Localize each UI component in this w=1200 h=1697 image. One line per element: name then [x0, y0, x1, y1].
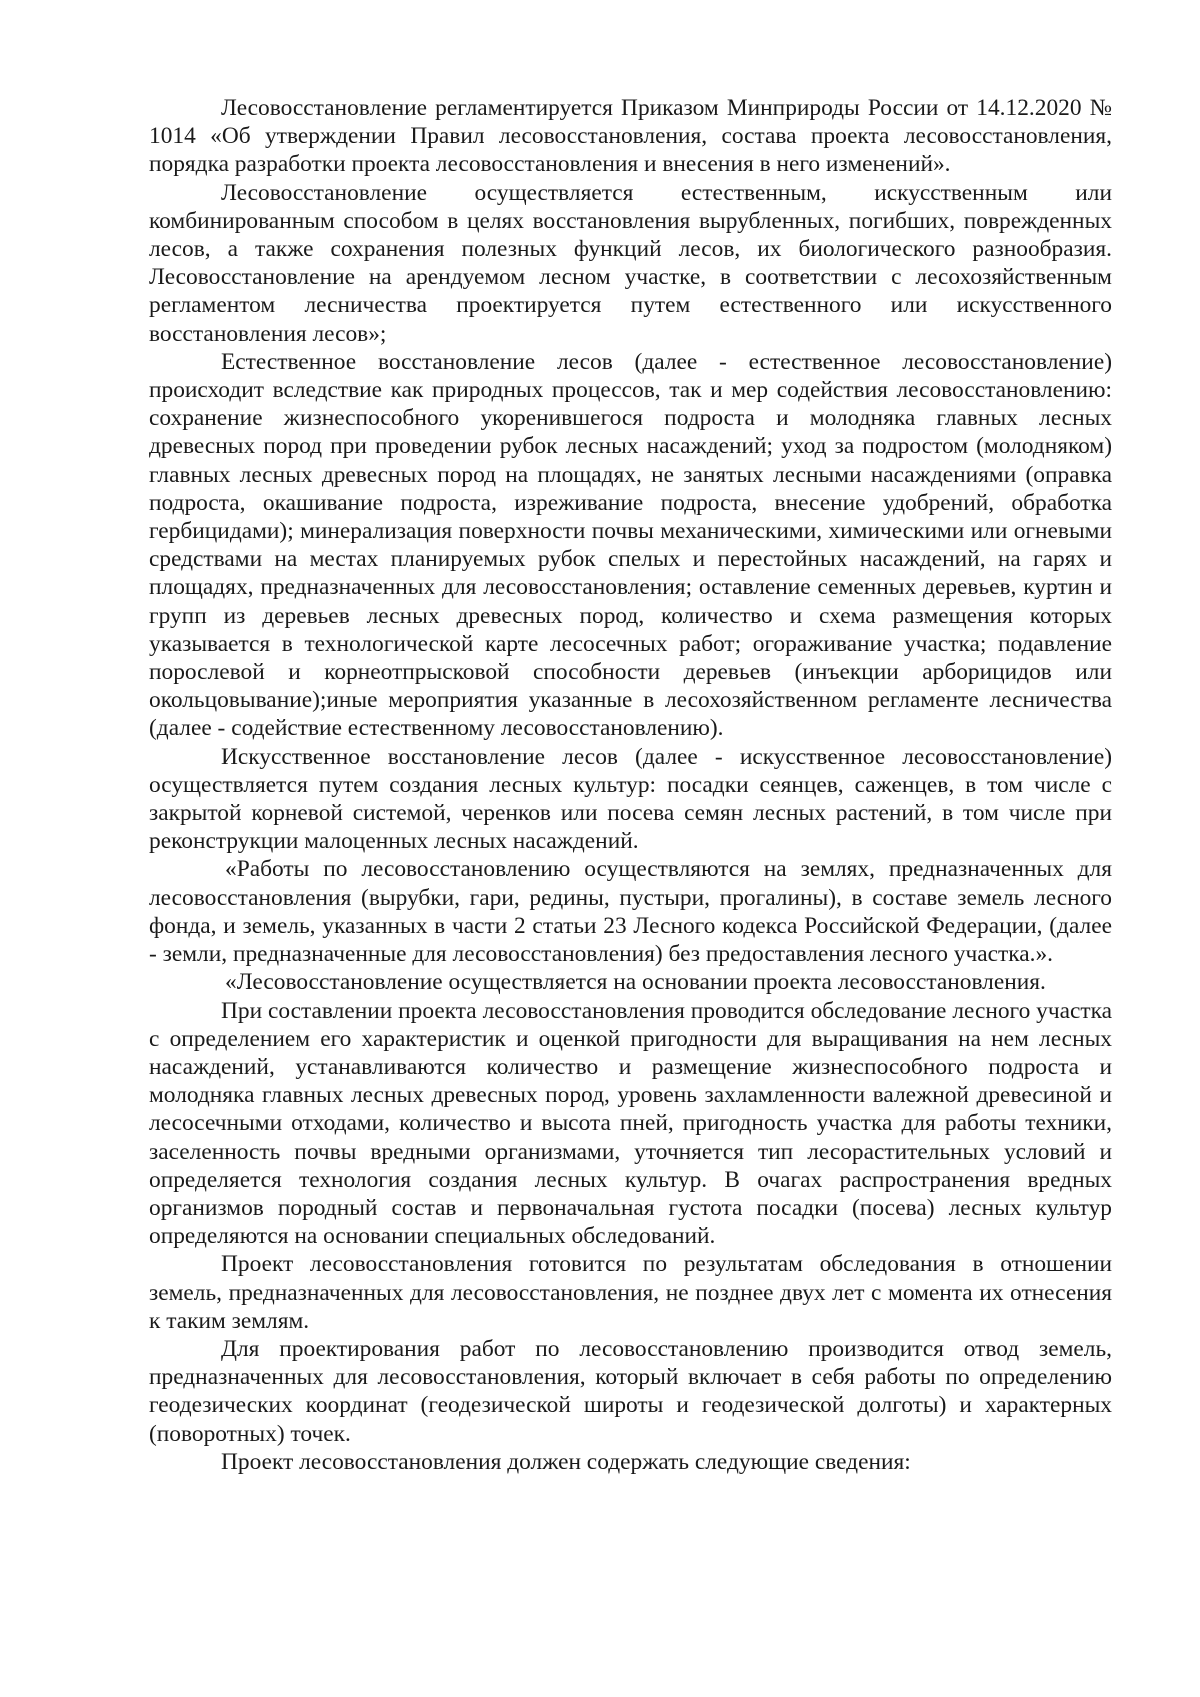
paragraph-methods: Лесовосстановление осуществляется естественным, искусственным или комбинированным способом в целях восстановления вырубленных, погибших, поврежденных лесов, а также сохранения полезных функций лесов, их биологического разнообразия. Лесовосстановление на арендуемом лесном участке, в соответствии с лесохозяйственным регламентом лесничества проектируется путем естественного или искусственного восстановления лесов»;	[149, 179, 1112, 347]
paragraph-artificial-restoration: Искусственное восстановление лесов (далее - искусственное лесовосстановление) осуществляется путем создания лесных культур: посадки сеянцев, саженцев, в том числе с закрытой корневой системой, черенков или посева семян лесных растений, в том числе при реконструкции малоценных лесных насаждений.	[149, 743, 1112, 855]
paragraph-project-contents: Проект лесовосстановления должен содержать следующие сведения:	[221, 1448, 911, 1475]
document-body	[149, 94, 1112, 1476]
paragraph-work-lands: «Работы по лесовосстановлению осуществляются на землях, предназначенных для лесовосстановления (вырубки, гари, редины, пустыри, прогалины), в составе земель лесного фонда, и земель, указанных в части 2 статьи 23 Лесного кодекса Российской Федерации, (далее - земли, предназначенные для лесовосстановления) без предоставления лесного участка.».	[149, 856, 1112, 968]
paragraph-natural-restoration: Естественное восстановление лесов (далее - естественное лесовосстановление) происходит вследствие как природных процессов, так и мер содействия лесовосстановлению: сохранение жизнеспособного укоренившегося подроста и молодняка главных лесных древесных пород при проведении рубок лесных насаждений; уход за подростом (молодняком) главных лесных древесных пород на площадях, не занятых лесными насаждениями (оправка подроста, окашивание подроста, изреживание подроста, внесение удобрений, обработка гербицидами); минерализация поверхности почвы механическими, химическими или огневыми средствами на местах планируемых рубок спелых и перестойных насаждений, на гарях и площадях, предназначенных для лесовосстановления; оставление семенных деревьев, куртин и групп из деревьев лесных древесных пород, количество и схема размещения которых указывается в технологической карте лесосечных работ; огораживание участка; подавление порослевой и корнеотпрысковой способности деревьев (инъекции арборицидов или окольцовывание);иные мероприятия указанные в лесохозяйственном регламенте лесничества (далее - содействие естественному лесовосстановлению).	[149, 348, 1112, 742]
paragraph-survey: При составлении проекта лесовосстановления проводится обследование лесного участка с определением его характеристик и оценкой пригодности для выращивания на нем лесных насаждений, устанавливаются количество и размещение жизнеспособного подроста и молодняка главных лесных древесных пород, уровень захламленности валежной древесиной и лесосечными отходами, количество и высота пней, пригодность участка для работы техники, заселенность почвы вредными организмами, уточняется тип лесорастительных условий и определяется технология создания лесных культур. В очагах распространения вредных организмов породный состав и первоначальная густота посадки (посева) лесных культур определяются на основании специальных обследований.	[149, 997, 1112, 1250]
paragraph-land-allocation: Для проектирования работ по лесовосстановлению производится отвод земель, предназначенных для лесовосстановления, который включает в себя работы по определению геодезических координат (геодезической широты и геодезической долготы) и характерных (поворотных) точек.	[149, 1335, 1112, 1447]
paragraph-project-timing: Проект лесовосстановления готовится по результатам обследования в отношении земель, предназначенных для лесовосстановления, не позднее двух лет с момента их отнесения к таким землям.	[149, 1251, 1112, 1334]
paragraph-regulation: Лесовосстановление регламентируется Приказом Минприроды России от 14.12.2020 № 1014 «Об утверждении Правил лесовосстановления, состава проекта лесовосстановления, порядка разработки проекта лесовосстановления и внесения в него изменений».	[149, 95, 1112, 178]
paragraph-project-basis: «Лесовосстановление осуществляется на основании проекта лесовосстановления.	[225, 969, 1046, 996]
